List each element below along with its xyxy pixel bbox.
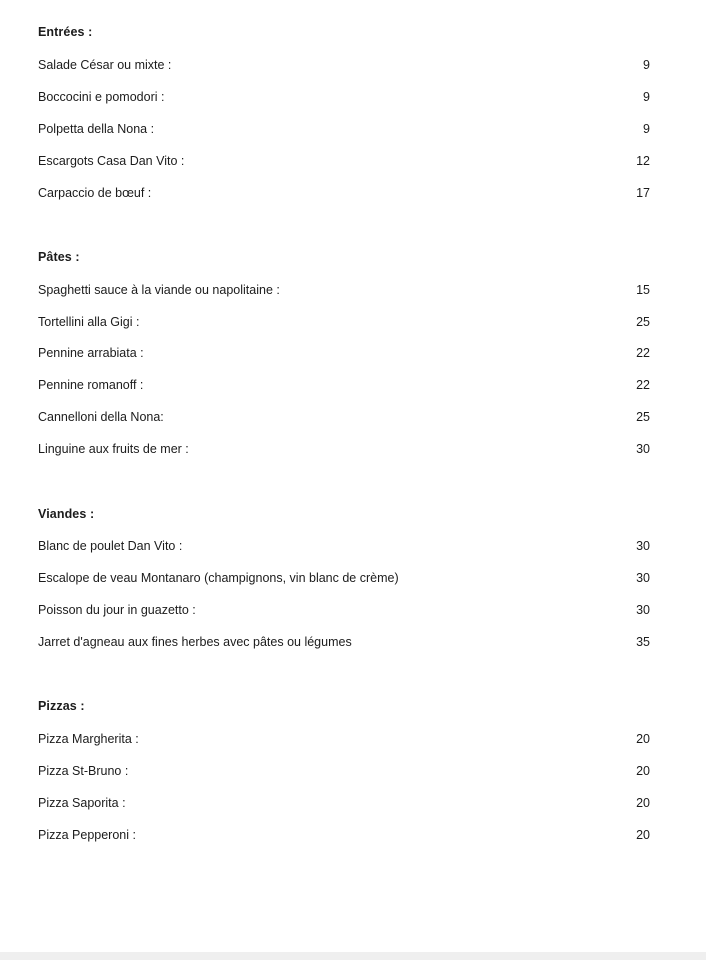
- menu-item-name: Polpetta della Nona :: [38, 122, 155, 136]
- menu-item: [38, 828, 650, 846]
- menu-item-name: Blanc de poulet Dan Vito :: [38, 539, 183, 553]
- menu-item-name: Pizza Margherita :: [38, 732, 139, 746]
- menu-item-price: 12: [636, 154, 650, 168]
- menu-item-name: Escargots Casa Dan Vito :: [38, 154, 185, 168]
- menu-item-price: 25: [636, 315, 650, 329]
- menu-item-name: Pizza St-Bruno :: [38, 764, 129, 778]
- menu-item: [38, 603, 650, 621]
- menu-item: [38, 315, 650, 333]
- section-heading-pates: Pâtes :: [38, 250, 80, 264]
- menu-item-price: 30: [636, 571, 650, 585]
- menu-item-price: 9: [643, 122, 650, 136]
- menu-item-price: 20: [636, 796, 650, 810]
- menu-item: [38, 732, 650, 750]
- menu-item-price: 9: [643, 90, 650, 104]
- page-bottom-edge: [0, 952, 706, 960]
- menu-item: [38, 283, 650, 301]
- menu-item-name: Carpaccio de bœuf :: [38, 186, 152, 200]
- menu-item-name: Salade César ou mixte :: [38, 58, 172, 72]
- menu-item-price: 30: [636, 539, 650, 553]
- menu-item: [38, 442, 650, 460]
- menu-item: [38, 539, 650, 557]
- menu-item-name: Pizza Saporita :: [38, 796, 126, 810]
- menu-item-name: Tortellini alla Gigi :: [38, 315, 140, 329]
- menu-item-price: 20: [636, 732, 650, 746]
- menu-item-name: Escalope de veau Montanaro (champignons, vin blanc de crème): [38, 571, 399, 585]
- menu-item-name: Poisson du jour in guazetto :: [38, 603, 196, 617]
- menu-item-price: 9: [643, 58, 650, 72]
- menu-item-price: 25: [636, 410, 650, 424]
- menu-item: [38, 635, 650, 653]
- menu-item-price: 30: [636, 442, 650, 456]
- menu-item-name: Pizza Pepperoni :: [38, 828, 136, 842]
- menu-item-name: Pennine romanoff :: [38, 378, 144, 392]
- menu-item-name: Linguine aux fruits de mer :: [38, 442, 189, 456]
- menu-item-price: 20: [636, 764, 650, 778]
- menu-item-name: Spaghetti sauce à la viande ou napolitaine :: [38, 283, 280, 297]
- section-heading-pizzas: Pizzas :: [38, 699, 85, 713]
- menu-item: [38, 764, 650, 782]
- menu-item: [38, 410, 650, 428]
- menu-item-price: 20: [636, 828, 650, 842]
- menu-item: [38, 571, 650, 589]
- menu-item: [38, 346, 650, 364]
- menu-item-name: Cannelloni della Nona:: [38, 410, 164, 424]
- menu-item-price: 15: [636, 283, 650, 297]
- section-heading-entrees: Entrées :: [38, 25, 93, 39]
- section-heading-viandes: Viandes :: [38, 507, 95, 521]
- menu-item-name: Pennine arrabiata :: [38, 346, 144, 360]
- menu-item: [38, 186, 650, 204]
- menu-item-price: 35: [636, 635, 650, 649]
- menu-item: [38, 796, 650, 814]
- menu-item: [38, 378, 650, 396]
- menu-item: [38, 122, 650, 140]
- menu-item-price: 22: [636, 346, 650, 360]
- menu-item-name: Jarret d'agneau aux fines herbes avec pâtes ou légumes: [38, 635, 352, 649]
- menu-item-price: 30: [636, 603, 650, 617]
- menu-item-name: Boccocini e pomodori :: [38, 90, 165, 104]
- menu-item: [38, 58, 650, 76]
- menu-item-price: 22: [636, 378, 650, 392]
- menu-item: [38, 90, 650, 108]
- menu-item: [38, 154, 650, 172]
- menu-item-price: 17: [636, 186, 650, 200]
